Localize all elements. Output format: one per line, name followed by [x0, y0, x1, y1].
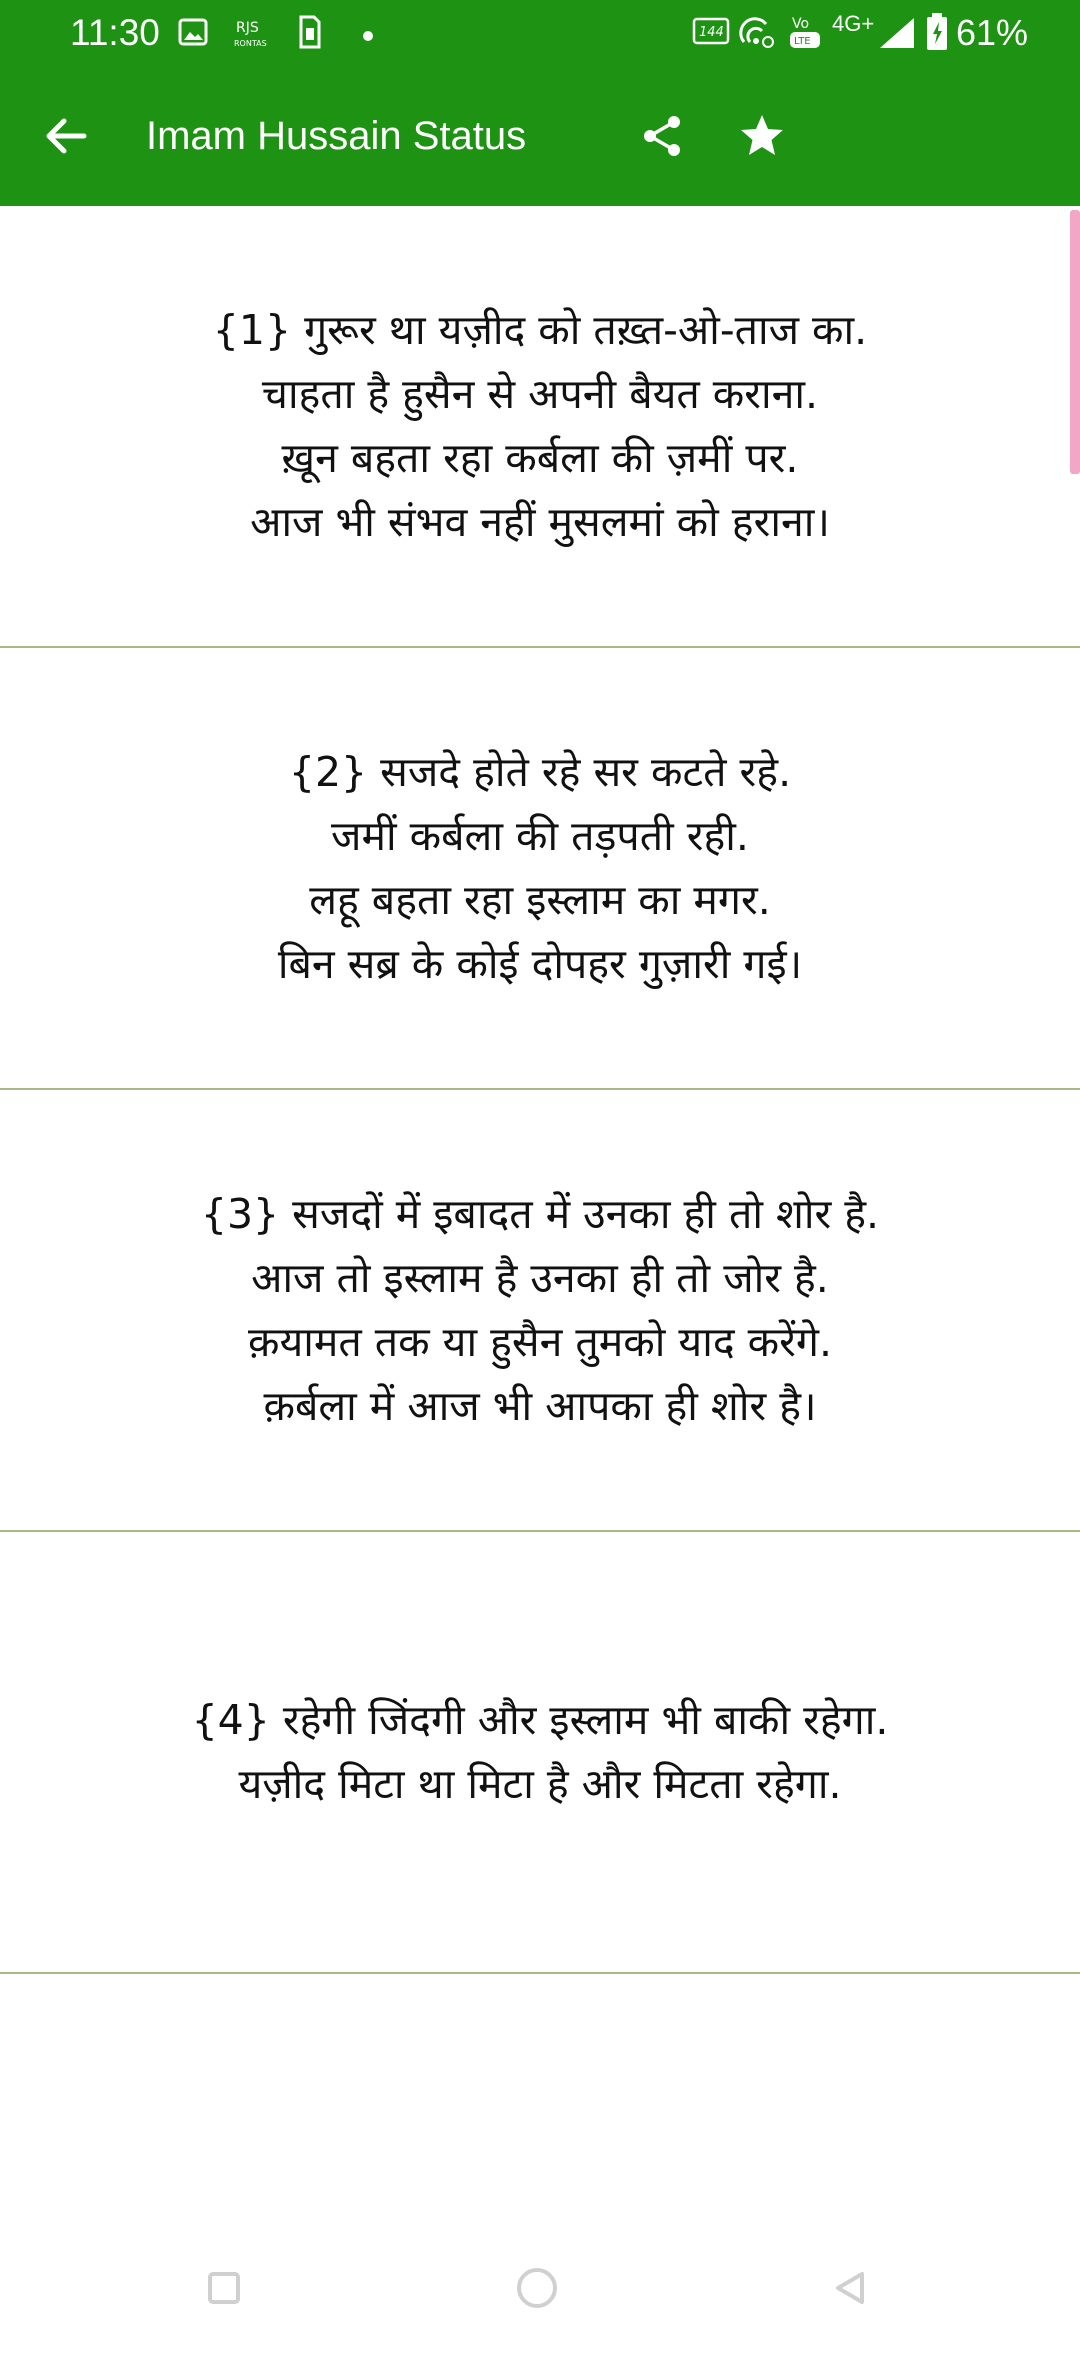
status-line: ख़ून बहता रहा कर्बला की ज़मीं पर.: [281, 434, 799, 482]
app-bar: [0, 66, 1080, 206]
status-line: {4} रहेगी जिंदगी और इस्लाम भी बाकी रहेगा.: [191, 1696, 889, 1744]
svg-text:RONTAS: RONTAS: [234, 39, 267, 48]
status-line: बिन सब्र के कोई दोपहर गुज़ारी गई।: [277, 940, 803, 988]
favorite-button[interactable]: [730, 104, 794, 168]
battery-charging-icon: [925, 12, 949, 56]
back-arrow-icon: [40, 111, 90, 161]
status-line: क़यामत तक या हुसैन तुमको याद करेंगे.: [247, 1318, 832, 1366]
status-line: जमीं कर्बला की तड़पती रही.: [331, 812, 749, 860]
status-line: लहू बहता रहा इस्लाम का मगर.: [309, 876, 771, 924]
refresh-rate-icon: [692, 16, 730, 52]
back-nav-button[interactable]: [820, 2258, 880, 2318]
list-item[interactable]: [0, 1532, 1080, 1974]
sim-card-icon: [298, 14, 322, 54]
hotspot-icon: [740, 16, 776, 54]
recent-apps-button[interactable]: [194, 2258, 254, 2318]
home-button[interactable]: [507, 2258, 567, 2318]
dot-icon: [362, 27, 374, 46]
share-icon: [638, 112, 686, 160]
back-icon: [828, 2266, 872, 2310]
status-line: {2} सजदे होते रहे सर कटते रहे.: [288, 748, 792, 796]
back-button[interactable]: [30, 105, 100, 167]
svg-text:144: 144: [699, 25, 724, 40]
list-item[interactable]: [0, 206, 1080, 648]
volte-icon: [788, 12, 824, 56]
share-button[interactable]: [630, 104, 694, 168]
status-line: यज़ीद मिटा था मिटा है और मिटता रहेगा.: [238, 1760, 842, 1808]
network-type: 4G+: [832, 11, 875, 36]
status-line: आज तो इस्लाम है उनका ही तो जोर है.: [251, 1254, 829, 1302]
status-line: {1} गुरूर था यज़ीद को तख़्त-ओ-ताज का.: [212, 306, 868, 354]
battery-percent: 61%: [955, 12, 1028, 53]
svg-text:LTE: LTE: [794, 36, 811, 47]
recent-apps-icon: [202, 2266, 246, 2310]
status-time: 11:30: [70, 12, 160, 53]
home-icon: [512, 2263, 562, 2313]
star-icon: [738, 112, 786, 160]
page-title: Imam Hussain Status: [146, 114, 527, 158]
status-list[interactable]: [0, 206, 1080, 2236]
status-bar: [0, 0, 1080, 66]
list-item[interactable]: [0, 1090, 1080, 1532]
system-nav-bar: [0, 2236, 1080, 2340]
signal-icon: [878, 16, 918, 54]
status-line: {3} सजदों में इबादत में उनका ही तो शोर है.: [200, 1190, 880, 1238]
status-line: आज भी संभव नहीं मुसलमां को हराना।: [250, 498, 830, 546]
status-line: चाहता है हुसैन से अपनी बैयत कराना.: [261, 370, 819, 418]
svg-text:RJS: RJS: [236, 20, 259, 36]
status-line: क़र्बला में आज भी आपका ही शोर है।: [263, 1382, 817, 1430]
rojs-news-icon: [232, 14, 272, 54]
list-item[interactable]: [0, 648, 1080, 1090]
svg-text:Vo: Vo: [792, 16, 810, 32]
image-icon: [178, 17, 208, 51]
